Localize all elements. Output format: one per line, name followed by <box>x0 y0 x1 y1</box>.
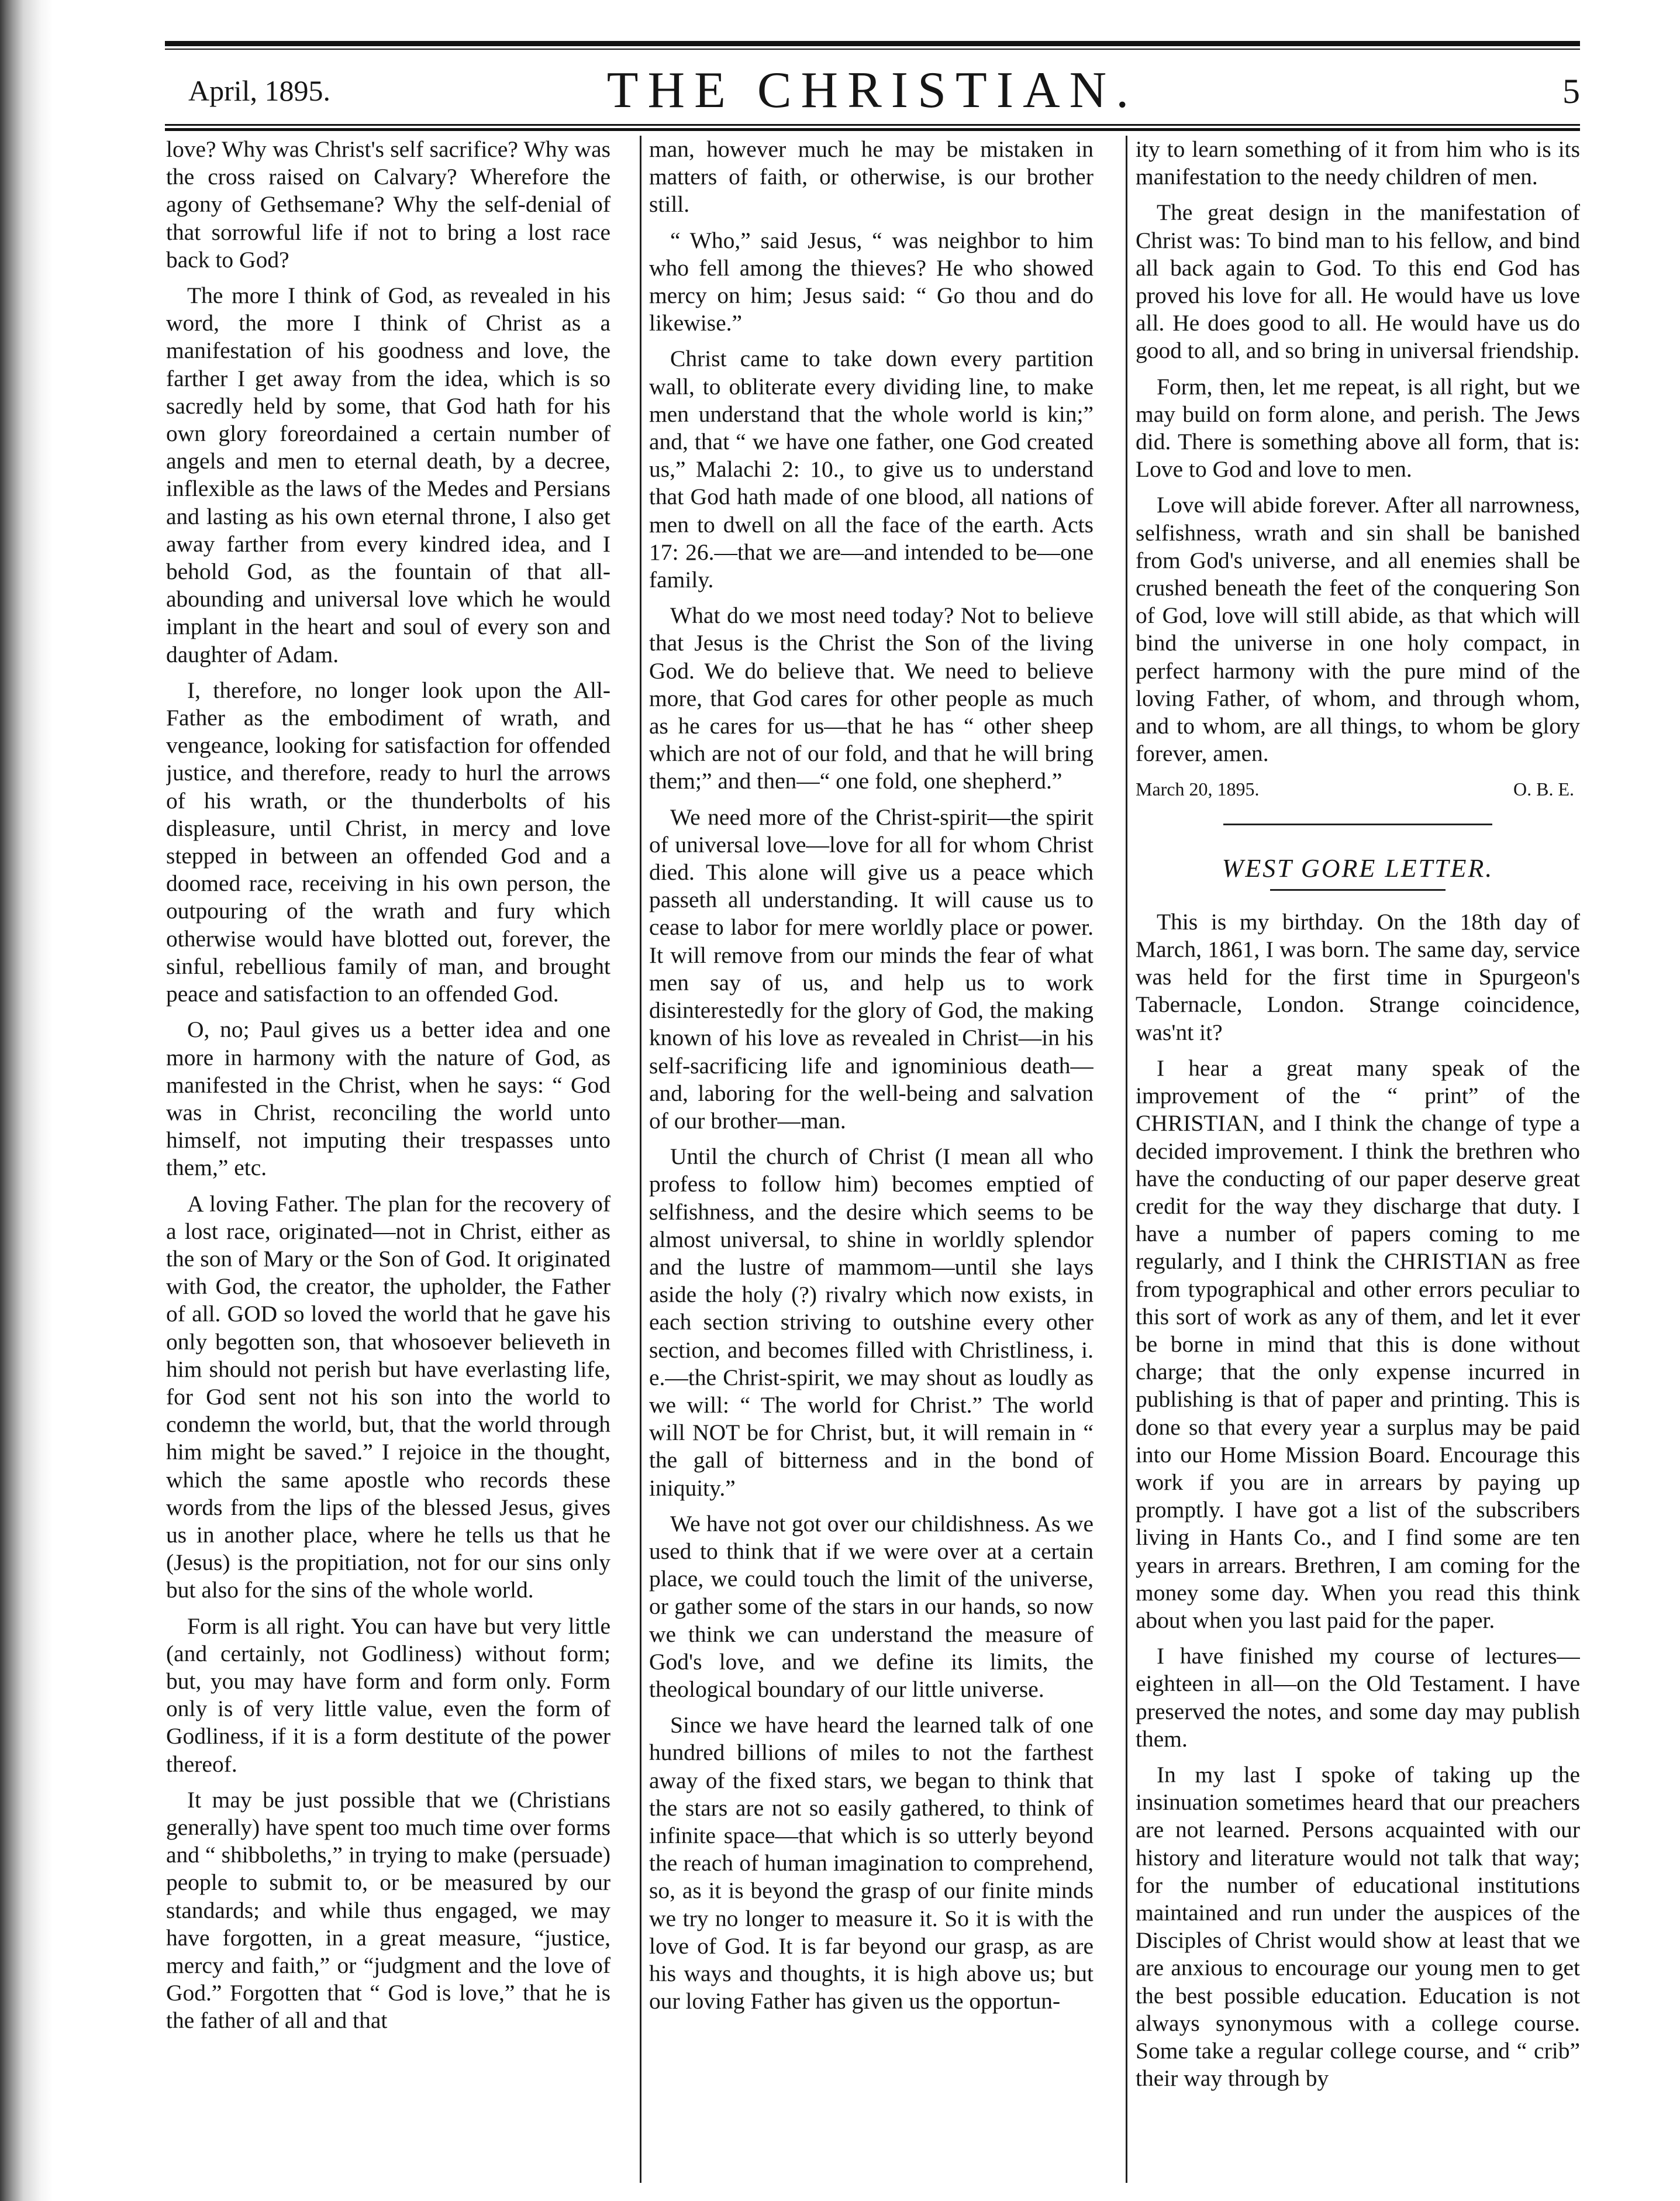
paragraph: It may be just possible that we (Christians generally) have spent too much time over forms and “ shibboleths,” in trying to make (persuade) people to submit to, or be measured by our standards; and while thus engaged, we may have forgotten, in a great measure, “justice, mercy and faith,” or “judgment and the love of God.” Forgotten that “ God is love,” that he is the father of all and that <box>166 1786 610 2034</box>
paragraph: “ Who,” said Jesus, “ was neighbor to him who fell among the thieves? He who showed mercy on him; Jesus said: “ Go thou and do likewise.” <box>649 227 1093 336</box>
paragraph: love? Why was Christ's self sacrifice? Why was the cross raised on Calvary? Wherefore the agony of Gethsemane? Why the self-denial of that sorrowful life if not to bring a lost race back to God? <box>166 136 610 273</box>
masthead-bottom-rule <box>165 124 1580 131</box>
column-divider <box>1126 136 1127 2183</box>
page-binding-edge <box>0 0 53 2201</box>
paragraph: What do we most need today? Not to believe that Jesus is the Christ the Son of the living God. We do believe that. We need to believe more, that God cares for other people as much as he cares for us—that he has “ other sheep which are not of our fold, and that he will bring them;” and then—“ one fold, one shepherd.” <box>649 602 1093 794</box>
paragraph: Until the church of Christ (I mean all who profess to follow him) becomes emptied of selfishness, and the desire which seems to be almost universal, to shine in worldly splendor and the lustre of mammom—until she lays aside the holy (?) rivalry which now exists, in each section striving to outshine every other section, and becomes filled with Christliness, i. e.—the Christ-spirit, we may shout as loudly as we will: “ The world for Christ.” The world will NOT be for Christ, but, it will remain in “ the gall of bitterness and in the bond of iniquity.” <box>649 1143 1093 1501</box>
paragraph: Christ came to take down every partition wall, to obliterate every dividing line, to make men understand that the whole world is kin;” and, that “ we have one father, one God created us,” Malachi 2: 10., to give us to understand that God hath made of one blood, all nations of men to dwell on all the face of the earth. Acts 17: 26.—that we are—and intended to be—one family. <box>649 346 1093 593</box>
paragraph: Form, then, let me repeat, is all right, but we may build on form alone, and perish. The Jews did. There is something above all form, that is: Love to God and love to men. <box>1136 373 1580 483</box>
paragraph: ity to learn something of it from him who is its manifestation to the needy children of men. <box>1136 136 1580 190</box>
paragraph: In my last I spoke of taking up the insinuation sometimes heard that our preachers are not learned. Persons acquainted with our history and literature would not talk that way; for the number of educational institutions maintained and run under the auspices of the Disciples of Christ would show at least that we are anxious to encourage our young men to get the best possible education. Education is not always synonymous with a college course. Some take a regular college course, and “ crib” their way through by <box>1136 1761 1580 2092</box>
issue-date: April, 1895. <box>188 74 331 107</box>
paragraph: This is my birthday. On the 18th day of March, 1861, I was born. The same day, service was held for the first time in Spurgeon's Tabernacle, London. Strange coincidence, was'nt it? <box>1136 908 1580 1045</box>
paragraph: man, however much he may be mistaken in matters of faith, or otherwise, is our brother still. <box>649 136 1093 218</box>
article-signoff <box>1136 776 1580 803</box>
signoff-date: March 20, 1895. <box>1136 779 1260 800</box>
section-rule <box>1223 824 1492 825</box>
article-column-2 <box>649 136 1093 2183</box>
paragraph: The more I think of God, as revealed in his word, the more I think of Christ as a manifestation of his goodness and love, the farther I get away from the idea, which is so sacredly held by some, that God hath for his own glory foreordained a certain number of angels and men to eternal death, by a decree, inflexible as the laws of the Medes and Persians and lasting as his own eternal throne, I also get away farther from every kindred idea, and I behold God, as the fountain of that all-abounding and universal love which he would implant in the heart and soul of every son and daughter of Adam. <box>166 283 610 667</box>
masthead <box>165 61 1580 131</box>
paragraph: I have finished my course of lectures—eighteen in all—on the Old Testament. I have preserved the notes, and some day may publish them. <box>1136 1643 1580 1752</box>
column-divider <box>640 136 641 2183</box>
article-column-3 <box>1136 136 1580 2183</box>
paragraph: The great design in the manifestation of Christ was: To bind man to his fellow, and bind all back again to God. To this end God has proved his love for all. He would have us love all. He does good to all. He would have us do good to all, and so bring in universal friendship. <box>1136 199 1580 364</box>
signoff-initials: O. B. E. <box>1513 779 1574 800</box>
newspaper-title: THE CHRISTIAN. <box>606 62 1139 119</box>
paragraph: Love will abide forever. After all narrowness, selfishness, wrath and sin shall be banished from God's universe, and all enemies shall be crushed beneath the feet of the conquering Son of God, love will still abide, as that which will bind the universe in one holy compact, in perfect harmony with the pure mind of the loving Father, of whom, and through whom, and to whom, are all things, to whom be glory forever, amen. <box>1136 492 1580 767</box>
paragraph: Since we have heard the learned talk of one hundred billions of miles to not the farthest away of the fixed stars, we began to think that the stars are not so easily gathered, to think of infinite space—that which is so utterly beyond the reach of human imagination to comprehend, so, as it is beyond the grasp of our finite minds we try no longer to measure it. So it is with the love of God. It is far beyond our grasp, as are his ways and thoughts, it is high above us; but our loving Father has given us the opportun- <box>649 1712 1093 2014</box>
masthead-top-rule <box>165 41 1580 50</box>
paragraph: A loving Father. The plan for the recovery of a lost race, originated—not in Christ, either as the son of Mary or the Son of God. It originated with God, the creator, the upholder, the Father of all. GOD so loved the world that he gave his only begotten son, that whosoever believeth in him should not perish but have everlasting life, for God sent not his son into the world to condemn the world, but, that the world through him might be saved.” I rejoice in the thought, which the same apostle who records these words from the lips of the blessed Jesus, gives us in another place, where he tells us that he (Jesus) is the propitiation, not for our sins only but also for the sins of the whole world. <box>166 1190 610 1603</box>
paragraph: We have not got over our childishness. As we used to think that if we were over at a certain place, we could touch the limit of the universe, or gather some of the stars in our hands, so now we think we can understand the measure of God's love, and we define its limits, the theological boundary of our little universe. <box>649 1510 1093 1702</box>
page-number: 5 <box>1562 72 1580 111</box>
paragraph: I hear a great many speak of the improvement of the “ print” of the CHRISTIAN, and I think the change of type a decided improvement. I think the brethren who have the conducting of our paper deserve great credit for the way they discharge that duty. I have a number of papers coming to me regularly, and I think the CHRISTIAN as free from typographical and other errors peculiar to this sort of work as any of them, and let it ever be borne in mind that this is done without charge; that the only expense incurred in publishing is that of paper and printing. This is done so that every year a surplus may be paid into our Home Mission Board. Encourage this work if you are in arrears by paying up promptly. I have got a list of the subscribers living in Hants Co., and I find some are ten years in arrears. Brethren, I am coming for the money some day. When you read this think about when you last paid for the paper. <box>1136 1055 1580 1633</box>
paragraph: We need more of the Christ-spirit—the spirit of universal love—love for all for whom Christ died. This alone will give us a peace which passeth all understanding. It will cause us to cease to labor for mere worldly place or power. It will remove from our minds the fear of what men say of us, and help us to work disinterestedly for the glory of God, the making known of his love as revealed in Christ—in his self-sacrificing life and ignominious death—and, laboring for the well-being and salvation of our brother—man. <box>649 804 1093 1134</box>
article-column-1 <box>166 136 610 2183</box>
paragraph: I, therefore, no longer look upon the All-Father as the embodiment of wrath, and vengeance, looking for satisfaction for offended justice, and therefore, ready to hurl the arrows of his wrath, or the thunderbolts of his displeasure, until Christ, in mercy and love stepped in between an offended God and a doomed race, receiving in his own person, the outpouring of the wrath and fury which otherwise would have blotted out, forever, the sinful, rebellious family of man, and brought peace and satisfaction to an offended God. <box>166 677 610 1007</box>
paragraph: Form is all right. You can have but very little (and certainly, not Godliness) without form; but, you may have form and form only. Form only is of very little value, even the form of Godliness, if it is a form destitute of the power thereof. <box>166 1613 610 1777</box>
paragraph: O, no; Paul gives us a better idea and one more in harmony with the nature of God, as manifested in the Christ, when he says: “ God was in Christ, reconciling the world unto himself, not imputing their trespasses unto them,” etc. <box>166 1017 610 1181</box>
letter-heading: WEST GORE LETTER. <box>1136 855 1580 891</box>
